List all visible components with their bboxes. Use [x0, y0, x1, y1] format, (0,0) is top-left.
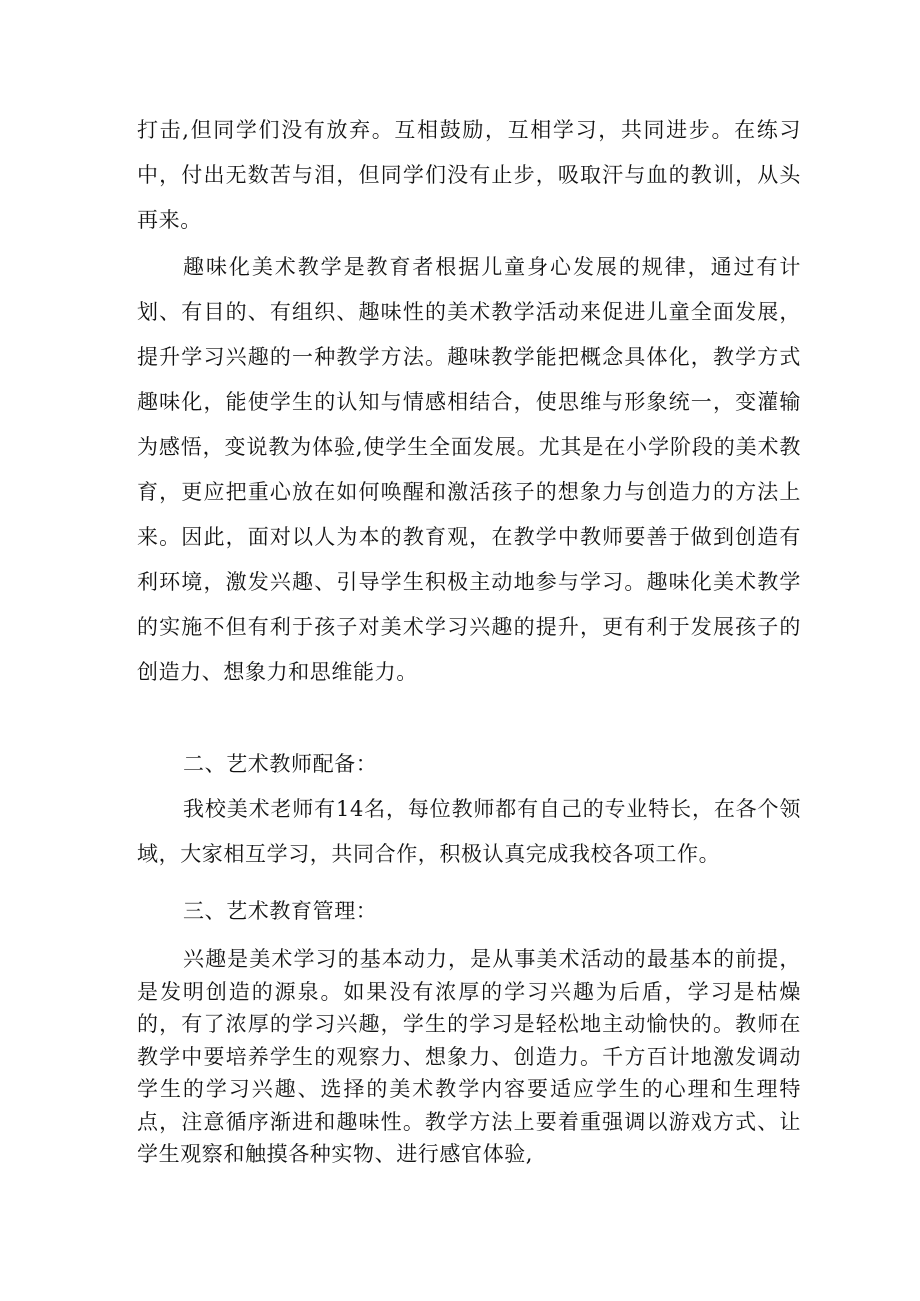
paragraph-management: 兴趣是美术学习的基本动力，是从事美术活动的最基本的前提，是发明创造的源泉。如果没有浓厚的学习兴趣为后盾，学习是枯燥的，有了浓厚的学习兴趣，学生的学习是轻松地主动愉快的。教师在教学中要培养学生的观察力、想象力、创造力。千方百计地激发调动学生的学习兴趣、选择的美术教学内容要适应学生的心理和生理特点，注意循序渐进和趣味性。教学方法上要着重强调以游戏方式、让学生观察和触摸各种实物、进行感官体验,: [137, 947, 801, 1166]
section-heading-teachers: 二、艺术教师配备：: [183, 752, 378, 776]
paragraph-interest-teaching: 趣味化美术教学是教育者根据儿童身心发展的规律，通过有计划、有目的、有组织、趣味性的美术教学活动来促进儿童全面发展，提升学习兴趣的一种教学方法。趣味教学能把概念具体化，教学方式趣味化，能使学生的认知与情感相结合，使思维与形象统一，变灌输为感悟，变说教为体验,使学生全面发展。尤其是在小学阶段的美术教育，更应把重心放在如何唤醒和激活孩子的想象力与创造力的方法上来。因此，面对以人为本的教育观，在教学中教师要善于做到创造有利环境，激发兴趣、引导学生积极主动地参与学习。趣味化美术教学的实施不但有利于孩子对美术学习兴趣的提升，更有利于发展孩子的创造力、想象力和思维能力。: [137, 255, 801, 684]
paragraph-continuation: 打击,但同学们没有放弃。互相鼓励，互相学习，共同进步。在练习中，付出无数苦与泪，但同学们没有止步，吸取汗与血的教训，从头再来。: [137, 118, 801, 232]
paragraph-teachers: 我校美术老师有14名，每位教师都有自己的专业特长，在各个领域，大家相互学习，共同合作，积极认真完成我校各项工作。: [137, 797, 801, 866]
section-heading-management: 三、艺术教育管理：: [183, 899, 378, 923]
